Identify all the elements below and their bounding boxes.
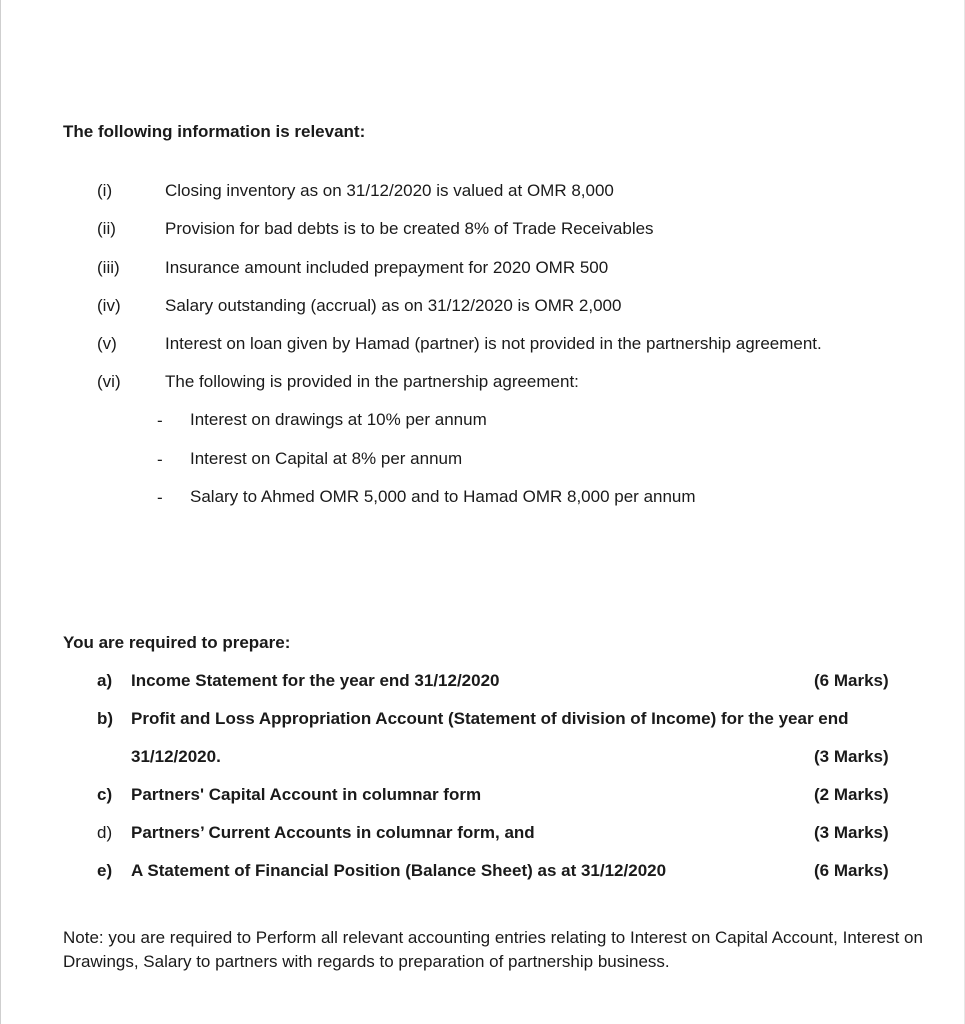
sub-item-dash: - xyxy=(157,450,163,469)
requirement-text: A Statement of Financial Position (Balance Sheet) as at 31/12/2020 xyxy=(131,861,667,880)
info-item-text: Salary outstanding (accrual) as on 31/12/2020 is OMR 2,000 xyxy=(165,296,622,315)
requirement-text: Profit and Loss Appropriation Account (Statement of division of Income) for the year end xyxy=(131,709,849,728)
info-item-number: (vi) xyxy=(97,372,121,391)
requirement-text-continued: 31/12/2020. xyxy=(131,747,221,766)
sub-item-text: Interest on drawings at 10% per annum xyxy=(190,410,487,429)
info-item-number: (i) xyxy=(97,181,113,200)
requirement-letter: b) xyxy=(97,709,114,728)
required-heading: You are required to prepare: xyxy=(63,633,291,652)
requirement-text: Partners’ Current Accounts in columnar form, and xyxy=(131,823,535,842)
requirement-marks: (2 Marks) xyxy=(814,785,889,804)
info-item-text: Interest on loan given by Hamad (partner) is not provided in the partnership agreement. xyxy=(165,334,822,353)
info-item-text: Insurance amount included prepayment for 2020 OMR 500 xyxy=(165,258,609,277)
info-item-number: (iv) xyxy=(97,296,121,315)
info-item-number: (v) xyxy=(97,334,117,353)
sub-item-text: Interest on Capital at 8% per annum xyxy=(190,449,463,468)
requirement-letter: e) xyxy=(97,861,113,880)
requirement-marks: (3 Marks) xyxy=(814,747,889,766)
sub-item-dash: - xyxy=(157,488,163,507)
requirement-marks: (6 Marks) xyxy=(814,861,889,880)
requirement-text: Income Statement for the year end 31/12/2020 xyxy=(131,671,500,690)
page-edge-left xyxy=(0,0,1,1024)
requirement-text: Partners' Capital Account in columnar form xyxy=(131,785,482,804)
info-item-number: (iii) xyxy=(97,258,120,277)
requirement-letter: c) xyxy=(97,785,113,804)
info-item-text: Closing inventory as on 31/12/2020 is valued at OMR 8,000 xyxy=(165,181,614,200)
note-paragraph: Note: you are required to Perform all relevant accounting entries relating to Interest on Capital Account, Interest on Drawings, Salary to partners with regards to preparation of partnership business. xyxy=(63,928,923,971)
sub-item-dash: - xyxy=(157,411,163,430)
requirement-marks: (6 Marks) xyxy=(814,671,889,690)
requirement-marks: (3 Marks) xyxy=(814,823,889,842)
requirement-letter: d) xyxy=(97,823,113,842)
info-item-text: Provision for bad debts is to be created 8% of Trade Receivables xyxy=(165,219,654,238)
info-item-text: The following is provided in the partnership agreement: xyxy=(165,372,579,391)
requirement-letter: a) xyxy=(97,671,113,690)
info-heading: The following information is relevant: xyxy=(63,122,366,141)
info-item-number: (ii) xyxy=(97,219,116,238)
sub-item-text: Salary to Ahmed OMR 5,000 and to Hamad OMR 8,000 per annum xyxy=(190,487,696,506)
